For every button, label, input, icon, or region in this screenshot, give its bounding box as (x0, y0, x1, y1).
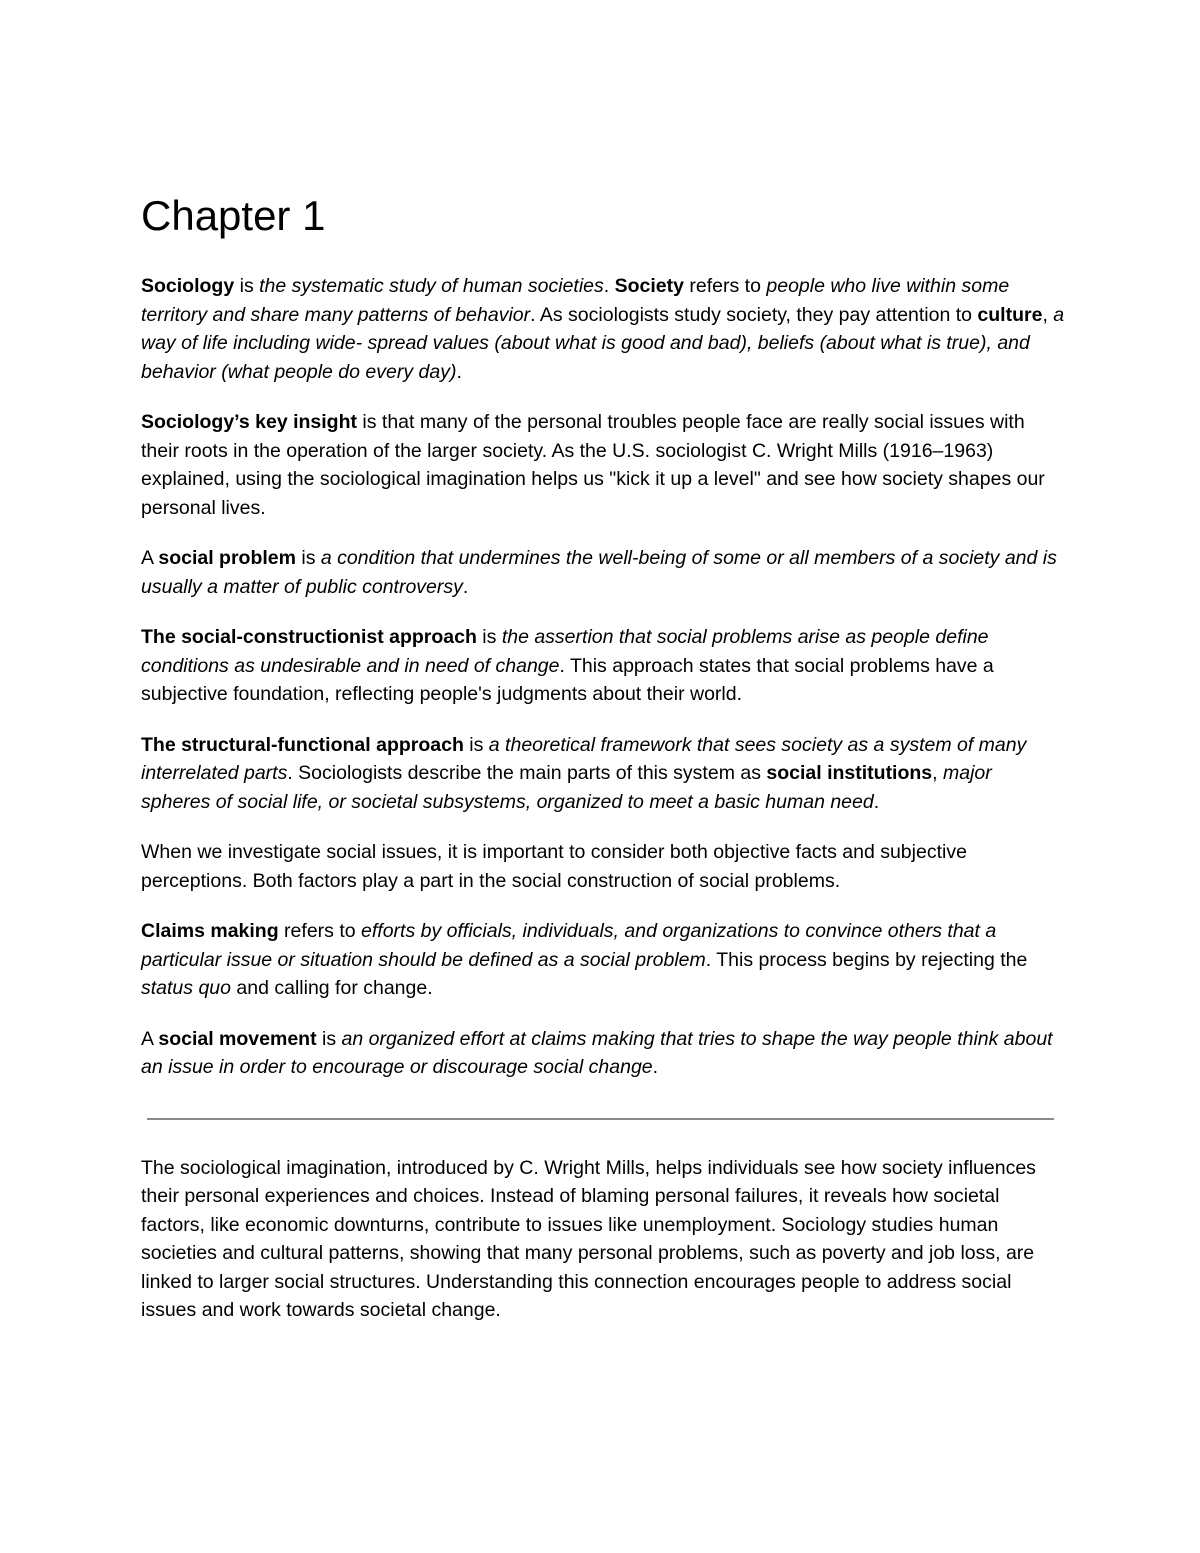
term-culture: culture (977, 303, 1043, 326)
paragraph-social-movement: A social movement is an organized effort at claims making that tries to shape the way people think about an issue in order to encourage or discourage social change. (141, 1027, 1053, 1078)
paragraph-social-problem: A social problem is a condition that undermines the well-being of some or all members of a society and is usually a matter of public controversy. (141, 547, 1057, 598)
paragraph-key-insight: Sociology’s key insight is that many of the personal troubles people face are really social issues with their roots in the operation of the larger society. As the U.S. sociologist C. Wright Mills (1916–1963) explained, using the sociological imagination helps us "kick it up a level" and see how society shapes our personal lives. (141, 411, 1045, 519)
section-divider (147, 1118, 1054, 1120)
term-social-institutions: social institutions (766, 762, 933, 784)
paragraph-objective-subjective: When we investigate social issues, it is important to consider both objective facts and subjective perceptions. Both factors play a part in the social construction of social problems. (141, 841, 967, 892)
document-page (141, 190, 1066, 1347)
paragraph-claims-making: Claims making refers to efforts by officials, individuals, and organizations to convince others that a particular issue or situation should be defined as a social problem. This process begins by rejecting the status quo and calling for change. (141, 920, 1028, 999)
term-social-movement: social movement (158, 1027, 317, 1050)
term-structural-functional: The structural-functional approach (141, 733, 464, 756)
paragraph-structural-functional: The structural-functional approach is a theoretical framework that sees society as a system of many interrelated parts. Sociologists describe the main parts of this system as social institutions, major spheres of social life, or societal subsystems, organized to meet a basic human need. (141, 733, 1027, 813)
term-social-constructionist: The social-constructionist approach (141, 626, 477, 648)
paragraph-sociology-definition: Sociology is the systematic study of human societies. Society refers to people who live within some territory and share many patterns of behavior. As sociologists study society, they pay attention to culture, a way of life including wide- spread values (about what is good and bad), beliefs (about what is true), and behavior (what people do every day). (141, 275, 1065, 383)
term-society: Society (614, 275, 684, 297)
term-claims-making: Claims making (141, 920, 279, 942)
chapter-title: Chapter 1 (141, 192, 326, 239)
paragraph-social-constructionist: The social-constructionist approach is the assertion that social problems arise as people define conditions as undesirable and in need of change. This approach states that social problems have a subjective foundation, reflecting people's judgments about their world. (141, 626, 994, 705)
paragraph-summary: The sociological imagination, introduced by C. Wright Mills, helps individuals see how society influences their personal experiences and choices. Instead of blaming personal failures, it reveals how societal factors, like economic downturns, contribute to issues like unemployment. Sociology studies human societies and cultural patterns, showing that many personal problems, such as poverty and job loss, are linked to larger social structures. Understanding this connection encourages people to address social issues and work towards societal change. (141, 1156, 1036, 1321)
term-social-problem: social problem (158, 547, 296, 569)
term-key-insight: Sociology’s key insight (141, 411, 357, 433)
term-sociology: Sociology (141, 275, 235, 297)
